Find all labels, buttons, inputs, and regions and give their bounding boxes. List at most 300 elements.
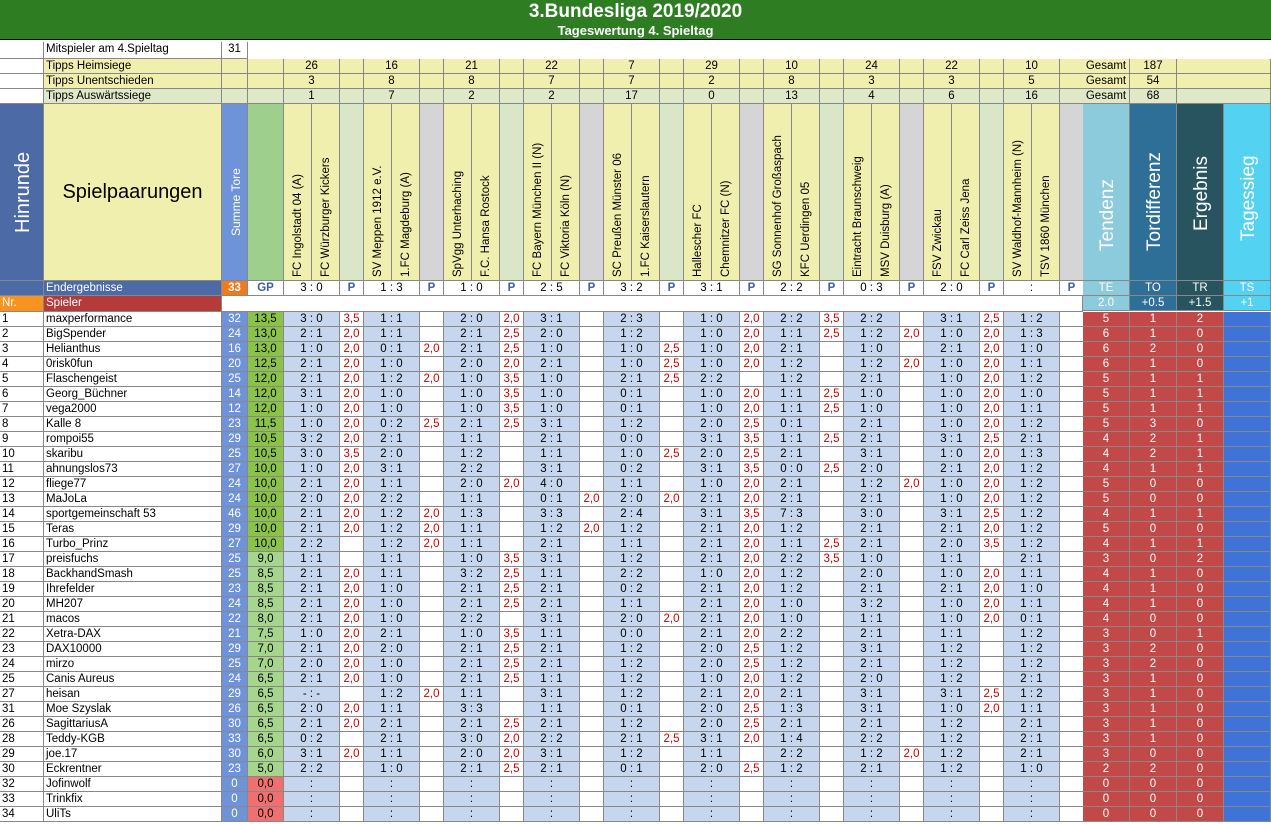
player-to: 1 <box>1130 327 1177 342</box>
player-tip-points <box>660 387 684 402</box>
player-sum-goals: 23 <box>222 417 248 432</box>
player-tip-points <box>1060 792 1084 807</box>
player-tr: 1 <box>1177 537 1224 552</box>
player-tip-points <box>420 567 444 582</box>
player-tip: 1 : 2 <box>764 582 820 597</box>
player-sum-goals: 21 <box>222 627 248 642</box>
player-tip-points <box>660 642 684 657</box>
player-ts <box>1224 732 1271 747</box>
match-away-team-label: Chemnitzer FC (N) <box>719 180 732 277</box>
player-tip-points <box>580 732 604 747</box>
player-tip: 7 : 3 <box>764 507 820 522</box>
player-tip: 1 : 0 <box>764 612 820 627</box>
player-ts <box>1224 507 1271 522</box>
player-tip-points <box>420 777 444 792</box>
player-tip-points <box>340 777 364 792</box>
player-tip: 1 : 2 <box>604 327 660 342</box>
player-tip-points: 2,0 <box>980 447 1004 462</box>
player-tip: 2 : 1 <box>684 537 740 552</box>
player-tip-points <box>900 597 924 612</box>
player-to: 1 <box>1130 372 1177 387</box>
player-tip-points <box>900 507 924 522</box>
player-tip-points: 2,0 <box>980 387 1004 402</box>
player-tip-points <box>740 747 764 762</box>
match-away-team-label: TSV 1860 München <box>1039 175 1052 277</box>
player-tip: 1 : 2 <box>844 357 900 372</box>
tordifferenz-header-label: Tordifferenz <box>1143 152 1165 251</box>
player-tip-points <box>580 642 604 657</box>
player-tr: 0 <box>1177 477 1224 492</box>
player-tip-points: 2,0 <box>740 552 764 567</box>
info-blank <box>1177 89 1271 104</box>
player-name: Teddy-KGB <box>44 732 222 747</box>
player-tip-points <box>340 762 364 777</box>
player-tip-points <box>1060 687 1084 702</box>
player-tip: : <box>284 777 340 792</box>
player-tip-points: 2,0 <box>340 492 364 507</box>
player-tip: 2 : 1 <box>1004 732 1060 747</box>
player-nr: 17 <box>0 552 44 567</box>
player-tip: 1 : 0 <box>844 402 900 417</box>
match-away-team <box>952 104 980 281</box>
player-sum-goals: 33 <box>222 732 248 747</box>
player-tip-points <box>820 372 844 387</box>
player-to: 2 <box>1130 642 1177 657</box>
player-tip: 1 : 0 <box>444 372 500 387</box>
player-sum-goals: 23 <box>222 582 248 597</box>
player-tip-points <box>1060 447 1084 462</box>
player-tr: 0 <box>1177 567 1224 582</box>
player-tip: : <box>684 792 740 807</box>
player-tip: 1 : 0 <box>364 597 420 612</box>
player-to: 0 <box>1130 492 1177 507</box>
tip-count: 8 <box>444 74 500 89</box>
player-tip: 1 : 2 <box>764 657 820 672</box>
player-tip: 1 : 0 <box>844 552 900 567</box>
player-tip: 1 : 2 <box>924 657 980 672</box>
player-ts <box>1224 387 1271 402</box>
player-tip: 1 : 0 <box>364 387 420 402</box>
player-tip-points <box>1060 492 1084 507</box>
player-tip: 1 : 1 <box>684 747 740 762</box>
player-tip-points: 2,0 <box>500 477 524 492</box>
player-tip-points <box>500 792 524 807</box>
player-to: 2 <box>1130 762 1177 777</box>
player-tip-points <box>820 597 844 612</box>
player-tip-points: 2,5 <box>500 567 524 582</box>
player-gp: 9,0 <box>248 552 284 567</box>
player-tip-points: 2,0 <box>980 492 1004 507</box>
info-blank <box>980 74 1004 89</box>
player-tip: 0 : 0 <box>764 462 820 477</box>
player-ts <box>1224 492 1271 507</box>
player-tip: : <box>364 807 420 822</box>
player-tip-points: 2,5 <box>500 597 524 612</box>
player-to: 1 <box>1130 582 1177 597</box>
player-sum-goals: 24 <box>222 597 248 612</box>
player-tip: 1 : 2 <box>1004 522 1060 537</box>
player-tip: 0 : 2 <box>604 462 660 477</box>
player-tr: 0 <box>1177 582 1224 597</box>
player-tip: 3 : 1 <box>524 612 580 627</box>
player-tip: 1 : 2 <box>1004 372 1060 387</box>
player-nr: 3 <box>0 342 44 357</box>
match-result: 3 : 1 <box>684 281 740 296</box>
player-tip-points: 2,0 <box>980 372 1004 387</box>
player-tip-points: 2,0 <box>980 327 1004 342</box>
player-tip-points: 2,0 <box>980 477 1004 492</box>
player-tip-points <box>420 552 444 567</box>
player-tip-points <box>420 432 444 447</box>
player-tip: 1 : 1 <box>284 552 340 567</box>
player-tip-points <box>580 402 604 417</box>
player-gp: 12,0 <box>248 402 284 417</box>
tip-count: 8 <box>364 74 420 89</box>
player-te: 4 <box>1083 612 1130 627</box>
info-blank <box>1177 59 1271 74</box>
player-tip-points <box>660 672 684 687</box>
player-tip: 3 : 1 <box>284 747 340 762</box>
player-tip: 1 : 0 <box>684 477 740 492</box>
player-te: 6 <box>1083 357 1130 372</box>
player-tip-points <box>580 657 604 672</box>
player-name: MaJoLa <box>44 492 222 507</box>
player-tip: 2 : 2 <box>284 762 340 777</box>
info-blank <box>248 74 284 89</box>
player-tip: 3 : 1 <box>684 462 740 477</box>
player-tip-points <box>1060 522 1084 537</box>
player-tip-points: 2,5 <box>660 357 684 372</box>
player-tip-points <box>660 327 684 342</box>
match-away-team <box>632 104 660 281</box>
tendenz-header <box>1083 104 1130 281</box>
player-nr: 15 <box>0 522 44 537</box>
player-tip: 2 : 1 <box>444 327 500 342</box>
tip-count: 7 <box>524 74 580 89</box>
player-tip: 1 : 0 <box>364 657 420 672</box>
gesamt-value: 68 <box>1130 89 1177 104</box>
player-ts <box>1224 372 1271 387</box>
player-tip: 3 : 1 <box>684 507 740 522</box>
player-tip: 0 : 1 <box>604 402 660 417</box>
player-name: skaribu <box>44 447 222 462</box>
tip-count: 16 <box>364 59 420 74</box>
player-tip: 0 : 2 <box>284 732 340 747</box>
player-ts <box>1224 777 1271 792</box>
player-tip: 2 : 0 <box>844 567 900 582</box>
info-blank <box>900 89 924 104</box>
player-tip: 2 : 1 <box>444 717 500 732</box>
player-tip: 2 : 0 <box>284 702 340 717</box>
player-tip-points <box>580 477 604 492</box>
player-name: mirzo <box>44 657 222 672</box>
player-tip-points <box>820 567 844 582</box>
info-blank <box>248 89 284 104</box>
player-te: 4 <box>1083 447 1130 462</box>
player-tip: 3 : 2 <box>284 432 340 447</box>
player-sum-goals: 46 <box>222 507 248 522</box>
player-tip: 2 : 0 <box>444 747 500 762</box>
player-tip: : <box>924 807 980 822</box>
player-tip: 2 : 1 <box>524 642 580 657</box>
player-ts <box>1224 612 1271 627</box>
player-tip: 3 : 1 <box>844 447 900 462</box>
player-tip-points: 2,0 <box>580 522 604 537</box>
player-tip-points: 2,0 <box>420 507 444 522</box>
info-blank <box>340 74 364 89</box>
player-tip-points <box>420 387 444 402</box>
player-te: 3 <box>1083 672 1130 687</box>
match-points-header <box>500 104 524 281</box>
player-to: 1 <box>1130 732 1177 747</box>
player-tip: 2 : 1 <box>524 537 580 552</box>
player-tip: 2 : 1 <box>364 717 420 732</box>
player-tip: 2 : 1 <box>764 492 820 507</box>
player-tip-points: 2,0 <box>340 597 364 612</box>
match-away-team <box>392 104 420 281</box>
player-nr: 34 <box>0 807 44 822</box>
tip-count: 17 <box>604 89 660 104</box>
player-tip-points <box>580 372 604 387</box>
player-tip-points: 2,0 <box>340 567 364 582</box>
player-tip-points: 2,0 <box>340 702 364 717</box>
player-tip-points: 2,0 <box>340 417 364 432</box>
player-tip-points <box>900 522 924 537</box>
player-gp: 10,5 <box>248 447 284 462</box>
player-tr: 1 <box>1177 432 1224 447</box>
player-tip-points <box>420 792 444 807</box>
player-tip-points: 2,0 <box>420 687 444 702</box>
player-tip: 1 : 4 <box>764 732 820 747</box>
player-tip-points: 2,0 <box>740 312 764 327</box>
player-name: Kalle 8 <box>44 417 222 432</box>
player-tip: : <box>844 777 900 792</box>
player-name: Teras <box>44 522 222 537</box>
player-tip-points: 2,5 <box>820 462 844 477</box>
player-tip: 3 : 1 <box>924 432 980 447</box>
player-tip: 2 : 1 <box>284 357 340 372</box>
player-ts <box>1224 432 1271 447</box>
player-tip-points: 3,5 <box>820 552 844 567</box>
player-tip: 2 : 2 <box>764 552 820 567</box>
player-tip: 1 : 1 <box>604 537 660 552</box>
player-tip-points <box>1060 597 1084 612</box>
player-te: 6 <box>1083 327 1130 342</box>
player-tip-points: 3,5 <box>500 552 524 567</box>
player-tip-points <box>900 342 924 357</box>
player-tip-points <box>820 762 844 777</box>
player-tip-points <box>580 687 604 702</box>
player-tip-points: 2,0 <box>340 612 364 627</box>
player-tip-points <box>1060 387 1084 402</box>
tagessieg-header <box>1224 104 1271 281</box>
player-tip-points: 2,0 <box>340 717 364 732</box>
player-nr: 16 <box>0 537 44 552</box>
player-tip-points <box>500 687 524 702</box>
player-tip-points <box>660 717 684 732</box>
player-te: 5 <box>1083 477 1130 492</box>
player-tip: 2 : 0 <box>284 492 340 507</box>
player-sum-goals: 29 <box>222 687 248 702</box>
player-tip-points <box>820 627 844 642</box>
player-to: 1 <box>1130 537 1177 552</box>
player-name: Ihrefelder <box>44 582 222 597</box>
player-gp: 8,5 <box>248 597 284 612</box>
player-gp: 10,0 <box>248 477 284 492</box>
player-tip-points <box>900 717 924 732</box>
player-nr: 30 <box>0 762 44 777</box>
player-tip-points: 2,5 <box>740 642 764 657</box>
player-name: Turbo_Prinz <box>44 537 222 552</box>
result-code-tr: TR <box>1177 281 1224 296</box>
player-tip-points: 2,0 <box>420 537 444 552</box>
hinrunde-header-label: Hinrunde <box>11 151 34 233</box>
info-label: Mitspieler am 4.Spieltag <box>44 42 222 59</box>
player-tip-points <box>420 327 444 342</box>
player-tip-points <box>740 777 764 792</box>
player-tip-points <box>1060 567 1084 582</box>
player-tip: 2 : 1 <box>444 342 500 357</box>
player-tip: : <box>284 807 340 822</box>
match-away-team <box>552 104 580 281</box>
player-tip-points <box>900 642 924 657</box>
player-tip-points: 3,5 <box>340 312 364 327</box>
player-tip-points <box>980 762 1004 777</box>
match-home-team <box>444 104 472 281</box>
player-tip-points <box>660 657 684 672</box>
player-ts <box>1224 582 1271 597</box>
player-to: 1 <box>1130 312 1177 327</box>
player-gp: 0,0 <box>248 777 284 792</box>
player-tip: 2 : 1 <box>284 642 340 657</box>
player-tip-points: 3,5 <box>980 537 1004 552</box>
player-te: 6 <box>1083 342 1130 357</box>
player-tip: 1 : 1 <box>444 492 500 507</box>
player-tip: 1 : 0 <box>924 447 980 462</box>
player-tip: : <box>844 807 900 822</box>
player-sum-goals: 23 <box>222 762 248 777</box>
player-tip-points <box>1060 657 1084 672</box>
player-te: 3 <box>1083 732 1130 747</box>
player-tip: : <box>444 792 500 807</box>
player-sum-goals: 20 <box>222 357 248 372</box>
player-tip: 2 : 1 <box>1004 717 1060 732</box>
player-tip-points <box>900 372 924 387</box>
info-blank <box>740 59 764 74</box>
player-tip-points <box>420 492 444 507</box>
player-tip-points: 2,5 <box>500 342 524 357</box>
player-name: Trinkfix <box>44 792 222 807</box>
player-tip-points: 2,5 <box>740 762 764 777</box>
player-tip-points: 2,5 <box>820 327 844 342</box>
player-tip-points <box>420 747 444 762</box>
match-home-team <box>524 104 552 281</box>
player-tip-points: 2,0 <box>980 612 1004 627</box>
player-tip: 1 : 0 <box>684 327 740 342</box>
player-tip-points <box>420 597 444 612</box>
player-gp: 8,0 <box>248 612 284 627</box>
player-tr: 1 <box>1177 387 1224 402</box>
player-name: maxperformance <box>44 312 222 327</box>
player-tip-points: 2,0 <box>500 732 524 747</box>
player-gp: 10,0 <box>248 537 284 552</box>
player-tip: 1 : 2 <box>604 552 660 567</box>
player-tip: 2 : 1 <box>924 462 980 477</box>
ergebnis-header-label: Ergebnis <box>1190 156 1212 231</box>
player-nr: 33 <box>0 792 44 807</box>
player-tip-points: 2,5 <box>660 342 684 357</box>
player-name: Helianthus <box>44 342 222 357</box>
player-tip: 1 : 2 <box>604 642 660 657</box>
player-tip-points: 2,0 <box>980 702 1004 717</box>
player-tip-points <box>660 747 684 762</box>
player-tip: 2 : 1 <box>284 672 340 687</box>
player-tip-points: 2,0 <box>340 477 364 492</box>
player-tip: 2 : 1 <box>764 477 820 492</box>
player-tip-points <box>420 477 444 492</box>
match-result: 2 : 2 <box>764 281 820 296</box>
player-tip: 2 : 2 <box>364 492 420 507</box>
player-tip-points <box>1060 552 1084 567</box>
player-tip: 1 : 2 <box>1004 537 1060 552</box>
match-points-header <box>420 104 444 281</box>
player-te: 5 <box>1083 387 1130 402</box>
player-tip: 1 : 2 <box>764 642 820 657</box>
player-tip-points <box>580 672 604 687</box>
p-label: P <box>980 281 1004 296</box>
player-tip-points <box>900 567 924 582</box>
player-tip: 2 : 2 <box>524 732 580 747</box>
player-tip: 3 : 0 <box>284 447 340 462</box>
player-nr: 8 <box>0 417 44 432</box>
player-tip: 1 : 1 <box>1004 357 1060 372</box>
player-tip-points: 2,5 <box>820 402 844 417</box>
tip-count: 16 <box>1004 89 1060 104</box>
match-home-team <box>604 104 632 281</box>
player-tip-points <box>820 687 844 702</box>
player-tip: 1 : 0 <box>604 342 660 357</box>
player-tip-points: 2,0 <box>740 567 764 582</box>
player-to: 0 <box>1130 747 1177 762</box>
player-ts <box>1224 357 1271 372</box>
player-tip: 1 : 1 <box>524 567 580 582</box>
player-tip: 1 : 1 <box>1004 702 1060 717</box>
player-to: 1 <box>1130 672 1177 687</box>
player-tip: 2 : 1 <box>524 432 580 447</box>
player-tip: 2 : 0 <box>604 492 660 507</box>
info-blank <box>500 74 524 89</box>
player-gp: 11,5 <box>248 417 284 432</box>
gesamt-label: Gesamt <box>1083 59 1130 74</box>
player-tip: 1 : 3 <box>1004 447 1060 462</box>
player-gp: 6,5 <box>248 732 284 747</box>
p-label: P <box>660 281 684 296</box>
player-nr: 24 <box>0 657 44 672</box>
match-home-team <box>284 104 312 281</box>
player-tip: 1 : 0 <box>924 327 980 342</box>
player-name: joe.17 <box>44 747 222 762</box>
player-tip-points <box>580 627 604 642</box>
player-tip: 1 : 0 <box>684 402 740 417</box>
tip-count: 22 <box>924 59 980 74</box>
player-tip-points <box>500 612 524 627</box>
player-tip-points <box>500 492 524 507</box>
player-tip: 2 : 1 <box>604 732 660 747</box>
player-tip: 1 : 0 <box>1004 762 1060 777</box>
player-tip-points <box>660 552 684 567</box>
player-nr: 19 <box>0 582 44 597</box>
info-blank <box>980 89 1004 104</box>
